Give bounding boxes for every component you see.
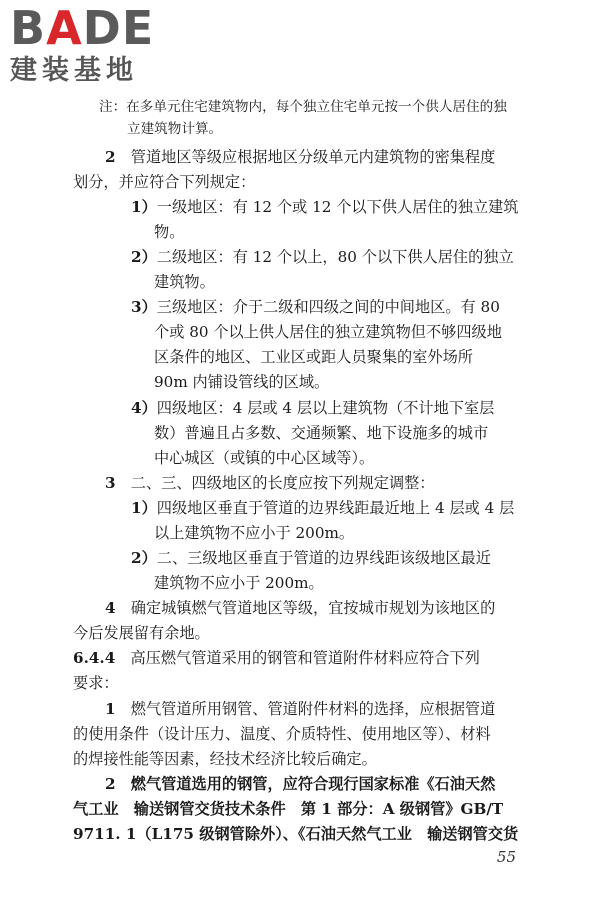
- clause-6-4-4-line: 6.4.4 高压燃气管道采用的钢管和管道附件材料应符合下列: [73, 649, 480, 667]
- subitem-line: 建筑物。: [154, 273, 215, 291]
- subitem-line: 物。: [154, 223, 185, 241]
- page-number: 55: [496, 848, 516, 866]
- clause-item-1-line: 的使用条件（设计压力、温度、介质特性、使用地区等）、材料: [73, 725, 491, 743]
- clause-item-2-line: 9711. 1（L175 级钢管除外）、《石油天然气工业 输送钢管交货: [73, 825, 519, 843]
- clause-6-4-4-line: 要求：: [73, 674, 119, 692]
- item-2-line: 划分，并应符合下列规定：: [73, 173, 256, 191]
- subitem-line: 90m 内铺设管线的区域。: [154, 373, 330, 391]
- clause-item-1-line: 1 燃气管道所用钢管、管道附件材料的选择，应根据管道: [105, 700, 496, 718]
- subitem-line: 中心城区（或镇的中心区域等）。: [154, 449, 375, 467]
- subitem-line: 2）二、三级地区垂直于管道的边界线距该级地区最近: [131, 549, 491, 567]
- clause-item-1-line: 的焊接性能等因素，经技术经济比较后确定。: [73, 750, 377, 768]
- logo-wordmark: BADE: [10, 1, 155, 55]
- item-2-line: 2 管道地区等级应根据地区分级单元内建筑物的密集程度: [105, 148, 496, 166]
- item-3-line: 3 二、三、四级地区的长度应按下列规定调整：: [105, 474, 435, 492]
- subitem-line: 1）四级地区垂直于管道的边界线距最近地上 4 层或 4 层: [131, 499, 515, 517]
- item-4-line: 4 确定城镇燃气管道地区等级，宜按城市规划为该地区的: [105, 599, 496, 617]
- logo-subtitle: 建装基地: [10, 55, 138, 86]
- note-line: 立建筑物计算。: [127, 121, 223, 137]
- subitem-line: 1）一级地区：有 12 个或 12 个以下供人居住的独立建筑: [131, 198, 519, 216]
- subitem-line: 个或 80 个以上供人居住的独立建筑物但不够四级地: [154, 323, 502, 341]
- subitem-line: 建筑物不应小于 200m。: [154, 574, 324, 592]
- clause-item-2-line: 2 燃气管道选用的钢管，应符合现行国家标准《石油天然: [105, 775, 496, 793]
- subitem-line: 2）二级地区：有 12 个以上，80 个以下供人居住的独立: [131, 248, 514, 266]
- subitem-line: 4）四级地区：4 层或 4 层以上建筑物（不计地下室层: [131, 399, 495, 417]
- subitem-line: 以上建筑物不应小于 200m。: [154, 524, 355, 542]
- subitem-line: 数）普遍且占多数、交通频繁、地下设施多的城市: [154, 424, 489, 442]
- item-4-line: 今后发展留有余地。: [73, 624, 210, 642]
- subitem-line: 区条件的地区、工业区或距人员聚集的室外场所: [154, 348, 473, 366]
- clause-item-2-line: 气工业 输送钢管交货技术条件 第 1 部分：A 级钢管》GB/T: [73, 800, 504, 818]
- subitem-line: 3）三级地区：介于二级和四级之间的中间地区。有 80: [131, 298, 500, 316]
- note-line: 注：在多单元住宅建筑物内，每个独立住宅单元按一个供人居住的独: [99, 99, 507, 115]
